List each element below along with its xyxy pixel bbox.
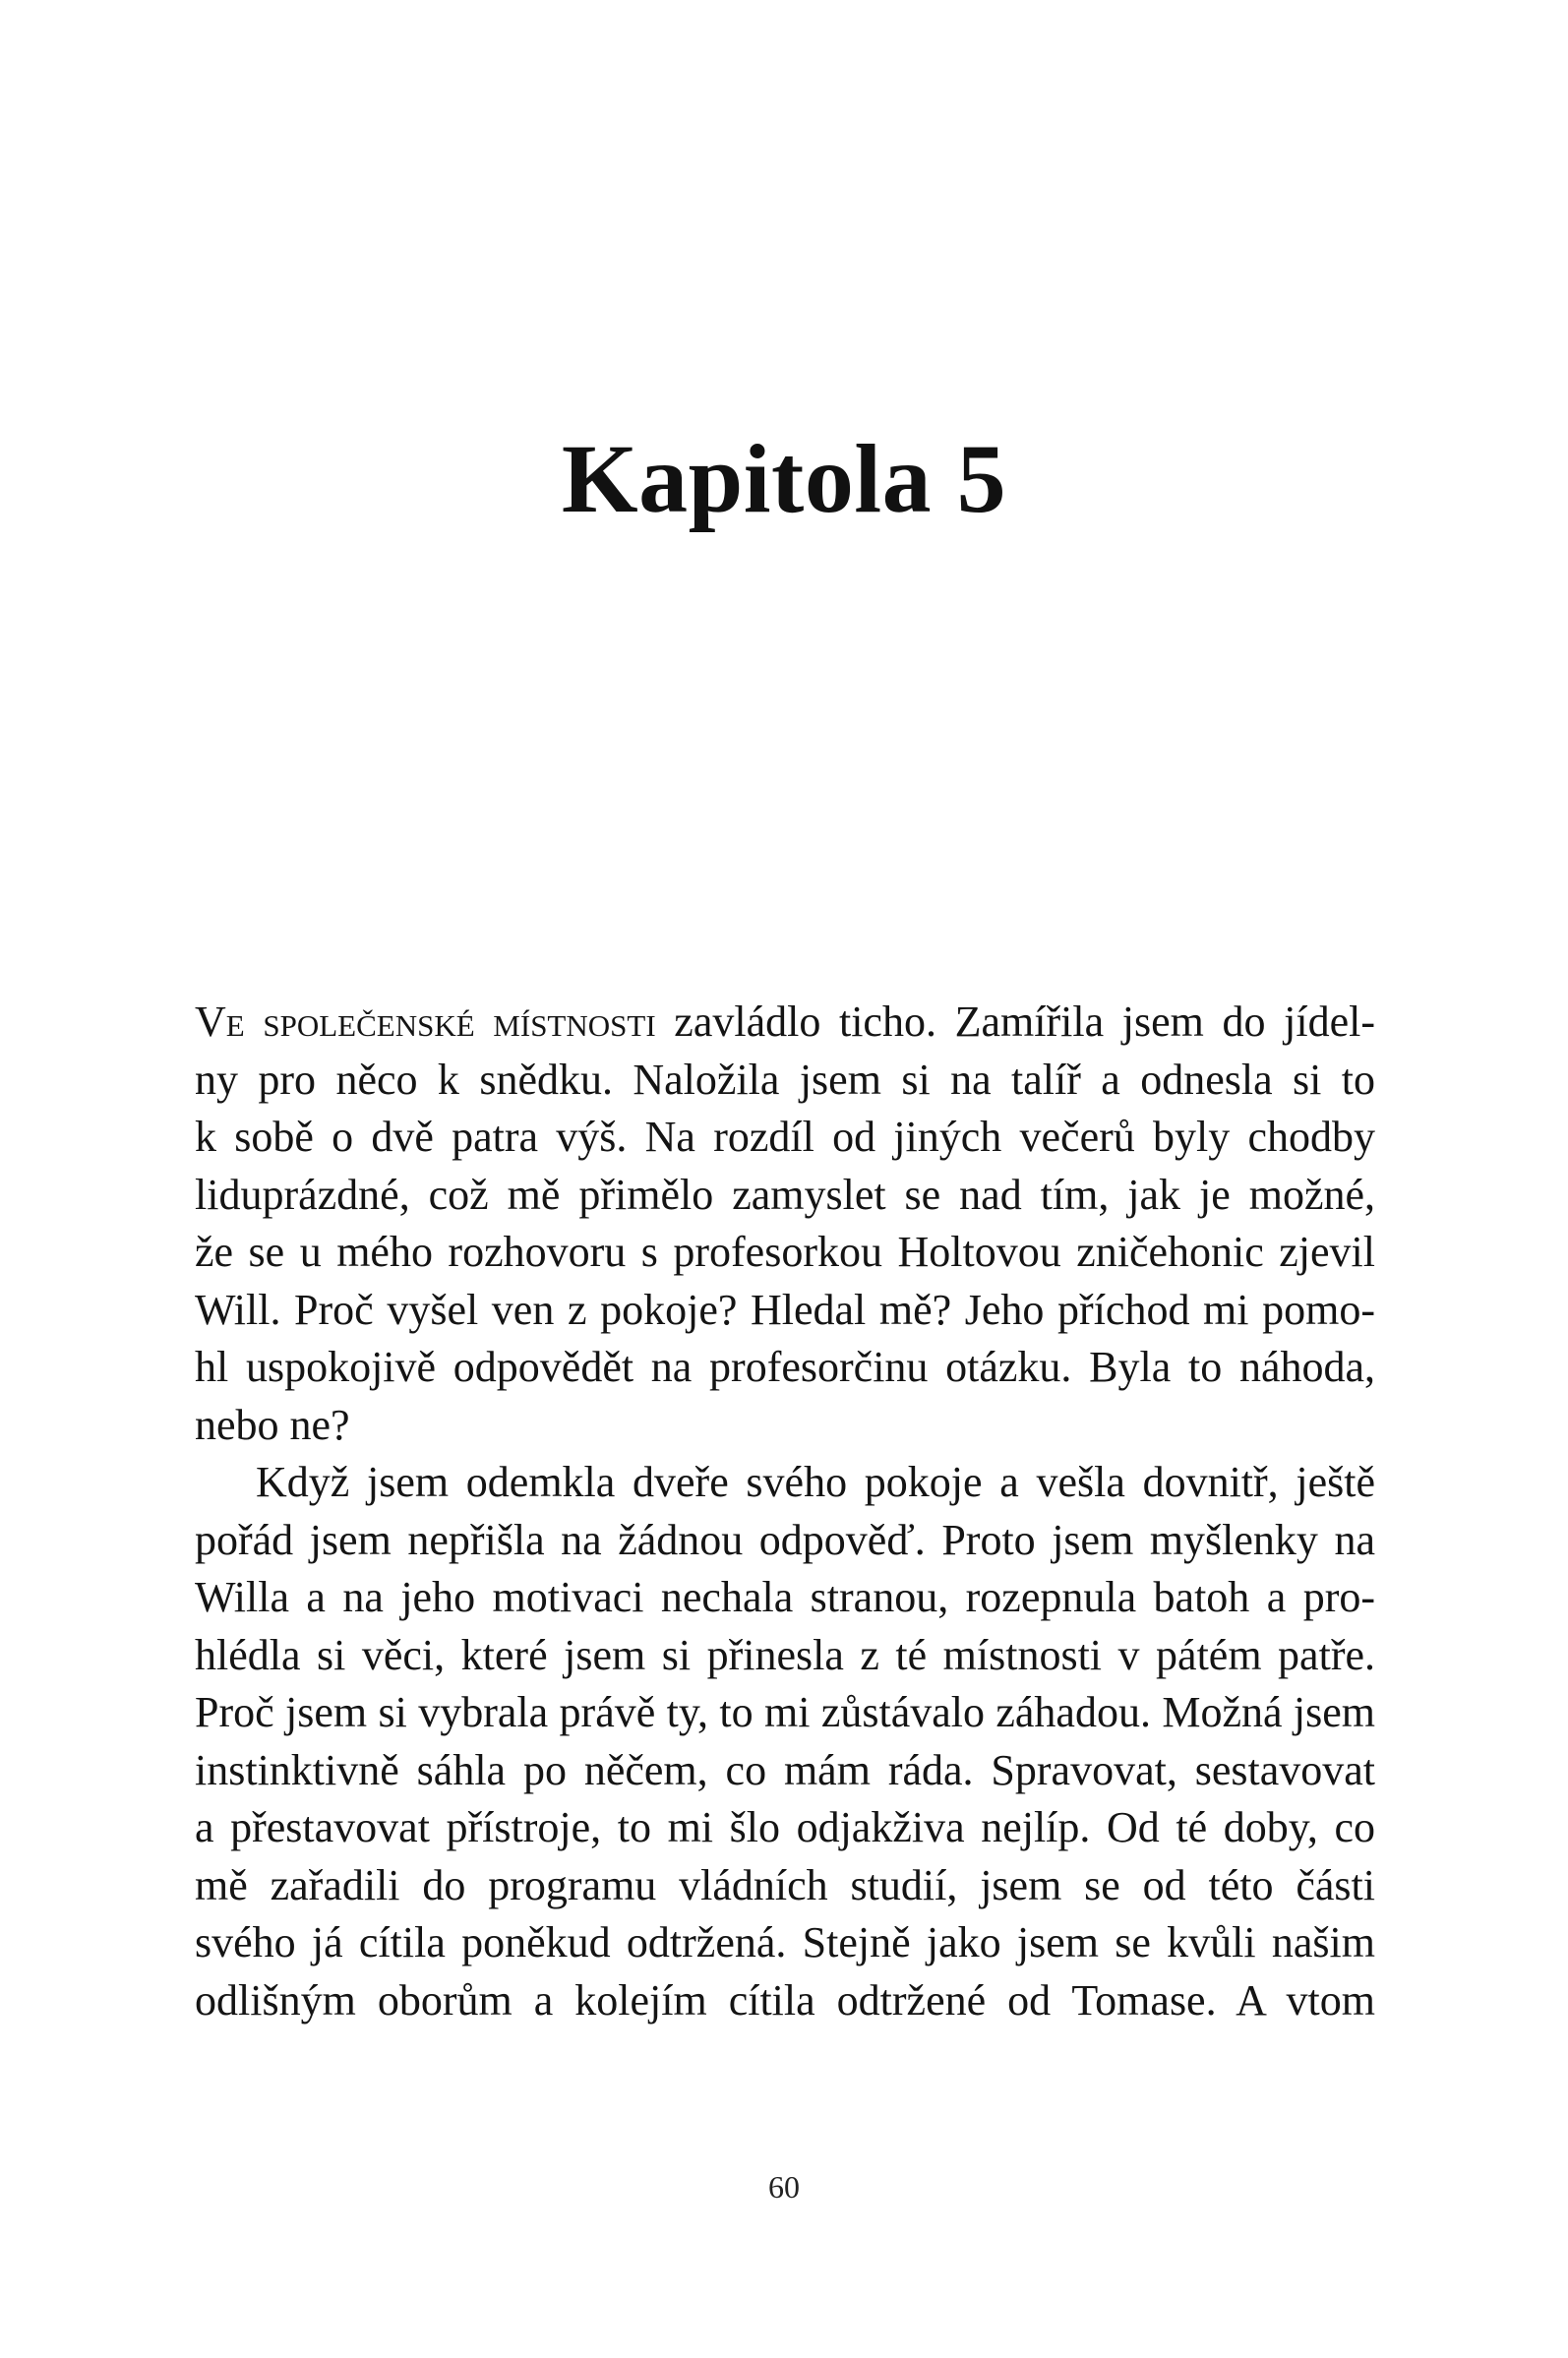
text-line: instinktivně sáhla po něčem, co mám ráda. Spravovat, sestavovat xyxy=(195,1745,1375,1794)
paragraph xyxy=(195,1454,1375,2029)
text-line: hlédla si věci, které jsem si přinesla z té místnosti v pátém patře. xyxy=(195,1630,1375,1679)
text-line: mě zařadili do programu vládních studií, jsem se od této části xyxy=(195,1860,1375,1909)
text-line: a přestavovat přístroje, to mi šlo odjakživa nejlíp. Od té doby, co xyxy=(195,1803,1375,1851)
text-line: nebo ne? xyxy=(195,1400,350,1449)
page-number: 60 xyxy=(768,2169,800,2205)
paragraph xyxy=(195,994,1375,1454)
text-line-rest: zavládlo ticho. Zamířila jsem do jídel- xyxy=(655,998,1375,1046)
text-line: k sobě o dvě patra výš. Na rozdíl od jiných večerů byly chodby xyxy=(195,1113,1375,1161)
text-line: ny pro něco k snědku. Naložila jsem si na talíř a odnesla si to xyxy=(195,1055,1375,1104)
chapter-title: Kapitola 5 xyxy=(561,424,1007,533)
text-line: že se u mého rozhovoru s profesorkou Holtovou zničehonic zjevil xyxy=(195,1228,1375,1276)
text-line: Will. Proč vyšel ven z pokoje? Hledal mě? Jeho příchod mi pomo- xyxy=(195,1285,1375,1334)
lead-in-smallcaps: Ve společenské místnosti xyxy=(195,998,656,1046)
text-line xyxy=(195,994,1375,1052)
text-line: svého já cítila poněkud odtržená. Stejně jako jsem se kvůli našim xyxy=(195,1918,1375,1966)
body-text xyxy=(195,994,1375,2029)
text-line: odlišným oborům a kolejím cítila odtržené od Tomase. A vtom xyxy=(195,1975,1375,2025)
text-line: Willa a na jeho motivaci nechala stranou, rozepnula batoh a pro- xyxy=(195,1573,1375,1621)
text-line: hl uspokojivě odpovědět na profesorčinu otázku. Byla to náhoda, xyxy=(195,1343,1375,1391)
text-line: Když jsem odemkla dveře svého pokoje a vešla dovnitř, ještě xyxy=(256,1458,1375,1506)
text-line: pořád jsem nepřišla na žádnou odpověď. Proto jsem myšlenky na xyxy=(195,1515,1375,1564)
text-line: liduprázdné, což mě přimělo zamyslet se nad tím, jak je možné, xyxy=(195,1170,1375,1219)
text-line: Proč jsem si vybrala právě ty, to mi zůstávalo záhadou. Možná jsem xyxy=(195,1688,1375,1736)
